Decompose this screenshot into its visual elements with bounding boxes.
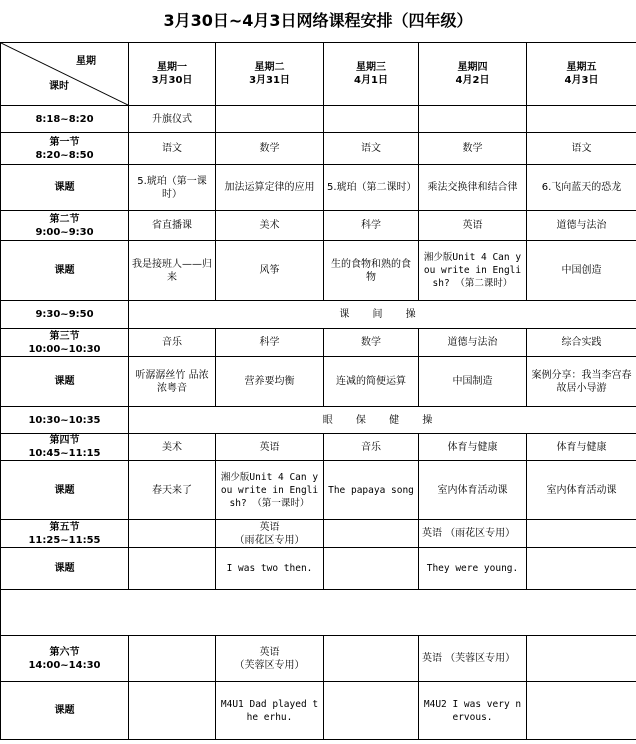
subject-cell: 数学 bbox=[324, 329, 419, 357]
subject-cell: 英语 bbox=[216, 434, 324, 461]
topic-label: 课题 bbox=[1, 461, 129, 520]
subject-cell: 科学 bbox=[324, 211, 419, 241]
subject-cell: 美术 bbox=[216, 211, 324, 241]
subject-cell: 综合实践 bbox=[527, 329, 636, 357]
subject-cell: 数学 bbox=[216, 133, 324, 165]
break-label: 课 间 操 bbox=[129, 301, 636, 329]
subject-cell: 英语 （芙蓉区专用） bbox=[216, 636, 324, 682]
header-day-thu: 星期四 4月2日 bbox=[419, 43, 527, 106]
header-day-tue: 星期二 3月31日 bbox=[216, 43, 324, 106]
topic-cell: 室内体育活动课 bbox=[419, 461, 527, 520]
topic-cell: 风筝 bbox=[216, 241, 324, 301]
topic-cell: M4U2 I was very nervous. bbox=[419, 682, 527, 740]
topic-cell: 湘少版Unit 4 Can you write in English? （第一课时） bbox=[216, 461, 324, 520]
period-label: 第六节 14:00~14:30 bbox=[1, 636, 129, 682]
topic-row-6 bbox=[1, 682, 636, 740]
topic-cell: 6.飞向蓝天的恐龙 bbox=[527, 165, 636, 211]
topic-label: 课题 bbox=[1, 548, 129, 590]
spacer-row bbox=[1, 590, 636, 636]
topic-row-2 bbox=[1, 241, 636, 301]
subject-cell: 语文 bbox=[324, 133, 419, 165]
schedule-cell: 升旗仪式 bbox=[129, 106, 216, 133]
topic-label: 课题 bbox=[1, 165, 129, 211]
subject-cell: 音乐 bbox=[129, 329, 216, 357]
subject-cell: 语文 bbox=[129, 133, 216, 165]
subject-cell: 英语 （雨花区专用） bbox=[216, 520, 324, 548]
break-label: 眼 保 健 操 bbox=[129, 407, 636, 434]
topic-cell: The papaya song bbox=[324, 461, 419, 520]
subject-cell: 道德与法治 bbox=[527, 211, 636, 241]
header-day-mon: 星期一 3月30日 bbox=[129, 43, 216, 106]
flag-row bbox=[1, 106, 636, 133]
page-title: 3月30日~4月3日网络课程安排（四年级） bbox=[163, 11, 473, 30]
topic-row-1 bbox=[1, 165, 636, 211]
subject-cell: 体育与健康 bbox=[527, 434, 636, 461]
corner-cell bbox=[1, 43, 129, 106]
subject-cell: 科学 bbox=[216, 329, 324, 357]
subject-cell: 英语 （雨花区专用） bbox=[419, 520, 527, 548]
topic-cell: 案例分享：我当李宫春故居小导游 bbox=[527, 357, 636, 407]
topic-cell: 连减的简便运算 bbox=[324, 357, 419, 407]
period-row-3 bbox=[1, 329, 636, 357]
time-cell: 9:30~9:50 bbox=[1, 301, 129, 329]
header-day-wed: 星期三 4月1日 bbox=[324, 43, 419, 106]
topic-row-4 bbox=[1, 461, 636, 520]
period-row-4 bbox=[1, 434, 636, 461]
topic-cell: 加法运算定律的应用 bbox=[216, 165, 324, 211]
subject-cell: 英语 bbox=[419, 211, 527, 241]
topic-label: 课题 bbox=[1, 357, 129, 407]
period-label: 第五节 11:25~11:55 bbox=[1, 520, 129, 548]
subject-cell: 英语 （芙蓉区专用） bbox=[419, 636, 527, 682]
topic-cell: 湘少版Unit 4 Can you write in English? （第二课时） bbox=[419, 241, 527, 301]
period-row-5 bbox=[1, 520, 636, 548]
diagonal-line bbox=[1, 43, 128, 105]
subject-cell: 省直播课 bbox=[129, 211, 216, 241]
topic-cell: I was two then. bbox=[216, 548, 324, 590]
topic-cell: 生的食物和熟的食物 bbox=[324, 241, 419, 301]
topic-cell: M4U1 Dad played the erhu. bbox=[216, 682, 324, 740]
topic-cell: 我是接班人——归来 bbox=[129, 241, 216, 301]
period-label: 第三节 10:00~10:30 bbox=[1, 329, 129, 357]
period-row-6 bbox=[1, 636, 636, 682]
subject-cell: 体育与健康 bbox=[419, 434, 527, 461]
subject-cell: 语文 bbox=[527, 133, 636, 165]
subject-cell: 美术 bbox=[129, 434, 216, 461]
topic-row-3 bbox=[1, 357, 636, 407]
topic-cell: 5.琥珀（第二课时） bbox=[324, 165, 419, 211]
subject-cell: 数学 bbox=[419, 133, 527, 165]
topic-cell: 中国制造 bbox=[419, 357, 527, 407]
period-label: 第一节 8:20~8:50 bbox=[1, 133, 129, 165]
topic-cell: 营养要均衡 bbox=[216, 357, 324, 407]
break-row-1 bbox=[1, 301, 636, 329]
break-row-2 bbox=[1, 407, 636, 434]
corner-weekday-label: 星期 bbox=[76, 56, 96, 67]
topic-cell: 中国创造 bbox=[527, 241, 636, 301]
period-label: 第四节 10:45~11:15 bbox=[1, 434, 129, 461]
corner-period-label: 课时 bbox=[49, 81, 69, 92]
subject-cell: 道德与法治 bbox=[419, 329, 527, 357]
topic-cell: 室内体育活动课 bbox=[527, 461, 636, 520]
time-cell: 8:18~8:20 bbox=[1, 106, 129, 133]
topic-cell: They were young. bbox=[419, 548, 527, 590]
header-row bbox=[1, 43, 636, 106]
header-day-fri: 星期五 4月3日 bbox=[527, 43, 636, 106]
period-label: 第二节 9:00~9:30 bbox=[1, 211, 129, 241]
subject-cell: 音乐 bbox=[324, 434, 419, 461]
topic-row-5 bbox=[1, 548, 636, 590]
topic-cell: 听潺潺丝竹 品浓浓粤音 bbox=[129, 357, 216, 407]
period-row-2 bbox=[1, 211, 636, 241]
time-cell: 10:30~10:35 bbox=[1, 407, 129, 434]
schedule-table bbox=[0, 42, 636, 740]
topic-label: 课题 bbox=[1, 682, 129, 740]
topic-cell: 春天来了 bbox=[129, 461, 216, 520]
topic-cell: 乘法交换律和结合律 bbox=[419, 165, 527, 211]
period-row-1 bbox=[1, 133, 636, 165]
topic-label: 课题 bbox=[1, 241, 129, 301]
topic-cell: 5.琥珀（第一课时） bbox=[129, 165, 216, 211]
